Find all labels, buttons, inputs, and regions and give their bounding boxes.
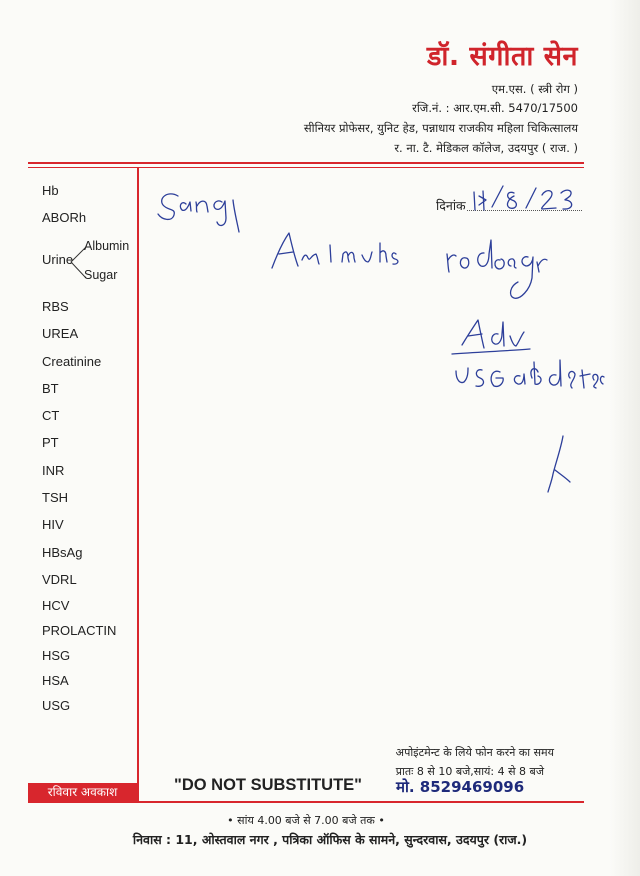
test-item: PT xyxy=(42,435,59,450)
mobile-number: मो. 8529469096 xyxy=(396,778,525,796)
designation: सीनियर प्रोफेसर, युनिट हेड, पन्नाधाय राजकीय महिला चिकित्सालय xyxy=(303,121,578,135)
handwritten-line-4 xyxy=(456,360,604,388)
test-item: HBsAg xyxy=(42,545,83,560)
test-item: BT xyxy=(42,381,59,396)
test-item: CT xyxy=(42,408,60,423)
handwritten-date xyxy=(474,186,572,210)
test-item: USG xyxy=(42,698,71,713)
doctor-degree: एम.एस. ( स्त्री रोग ) xyxy=(491,82,578,96)
college: र. ना. टै. मेडिकल कॉलेज, उदयपुर ( राज. ) xyxy=(394,141,578,155)
evening-timing: • सांय 4.00 बजे से 7.00 बजे तक • xyxy=(227,814,385,827)
handwritten-line-1 xyxy=(272,233,398,268)
test-urine: Urine xyxy=(42,252,74,267)
doctor-name: डॉ. संगीता सेन xyxy=(426,41,578,72)
handwritten-line-2 xyxy=(447,240,547,298)
test-hb: Hb xyxy=(42,183,59,198)
test-item: PROLACTIN xyxy=(42,623,117,638)
handwritten-patient-name xyxy=(158,194,239,232)
appointment-time-heading: अपोइंटमेन्ट के लिये फोन करने का समय xyxy=(395,746,554,759)
do-not-substitute: "DO NOT SUBSTITUTE" xyxy=(174,776,362,794)
test-item: HSG xyxy=(42,648,71,663)
handwritten-end-mark xyxy=(548,436,563,492)
footer-rule xyxy=(28,801,584,803)
test-item: HCV xyxy=(42,598,70,613)
test-sugar: Sugar xyxy=(84,268,118,282)
test-item: VDRL xyxy=(42,572,77,587)
appointment-time-hours: प्रातः 8 से 10 बजे,सायं: 4 से 8 बजे xyxy=(395,765,544,778)
test-item: TSH xyxy=(42,490,68,505)
registration-number: रजि.नं. : आर.एम.सी. 5470/17500 xyxy=(412,101,578,115)
test-item: RBS xyxy=(42,299,69,314)
test-item: INR xyxy=(42,463,65,478)
handwritten-line-3 xyxy=(452,320,530,354)
test-item: Creatinine xyxy=(42,354,102,369)
sunday-holiday-badge: रविवार अवकाश xyxy=(28,783,137,802)
test-aborh: ABORh xyxy=(42,210,87,225)
residence-address: निवास : 11, ओस्तवाल नगर , पत्रिका ऑफिस के सामने, सुन्दरवास, उदयपुर (राज.) xyxy=(132,832,528,847)
test-item: HIV xyxy=(42,517,64,532)
date-label: दिनांक xyxy=(436,198,466,213)
test-item: UREA xyxy=(42,326,79,341)
test-item: HSA xyxy=(42,673,69,688)
test-albumin: Albumin xyxy=(84,239,130,253)
